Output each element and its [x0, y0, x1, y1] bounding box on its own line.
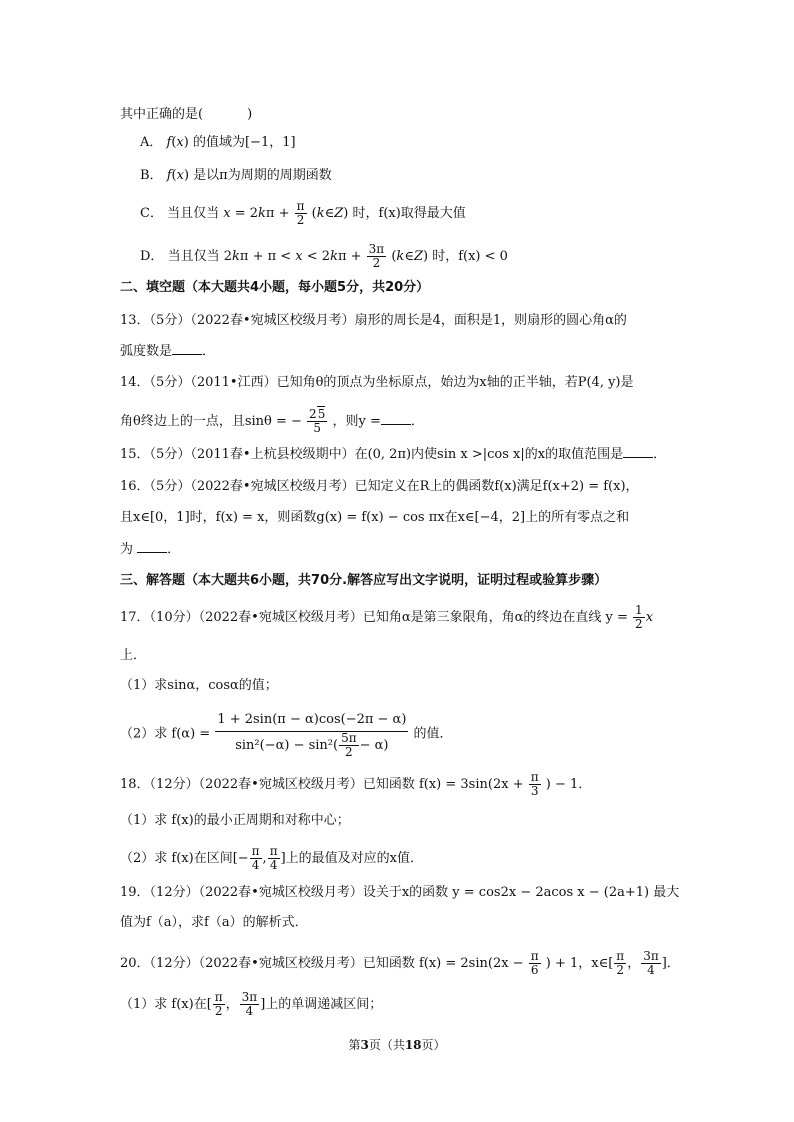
- fraction: $\frac{3\pi}{4}$: [241, 990, 258, 1018]
- answer-blank: [137, 540, 167, 553]
- fraction: $\frac{3\pi}{2}$: [368, 242, 385, 270]
- page-footer: 第3页（共18页）: [348, 1038, 446, 1052]
- question-20-line1: 20．（12分）（2022春•宛城区校级月考）已知函数 f(x) = 2sin(2x − $\frac{\pi}{6}$ ) + 1，x∈[ $\frac{\pi}{2}$ ， $\frac{3\pi}{4}$ ]．: [120, 949, 680, 977]
- question-13-line2: 弧度数是 ．: [120, 344, 216, 359]
- fraction: $\frac{\pi}{2}$: [214, 990, 223, 1018]
- question-16-line2: 且x∈[0，1]时，f(x) = x，则函数g(x) = f(x) − cos πx在x∈[−4，2]上的所有零点之和: [120, 510, 630, 525]
- option-a: A． f(x) 的值域为[−1，1]: [140, 135, 296, 150]
- answer-blank: [623, 445, 653, 458]
- fraction: $\frac{\pi}{6}$: [530, 949, 539, 977]
- question-13-line1: 13．（5分）（2022春•宛城区校级月考）扇形的周长是4，面积是1，则扇形的圆心角α的: [120, 313, 627, 328]
- question-14-line2: 角θ终边上的一点，且sinθ = − $\frac{25}{5}$ ，则y = ．: [120, 407, 424, 435]
- fraction: $\frac{\pi}{2}$: [296, 199, 305, 227]
- fraction: $\frac{25}{5}$: [309, 407, 326, 435]
- question-19-line1: 19．（12分）（2022春•宛城区校级月考）设关于x的函数 y = cos2x − 2acos x − (2a+1) 最大: [120, 885, 680, 900]
- question-15-line1: 15．（5分）（2011春•上杭县校级期中）在(0, 2π)内使sin x >|cos x|的x的取值范围是 ．: [120, 447, 667, 462]
- section-title-solutions: 三、解答题（本大题共6小题，共70分.解答应写出文字说明，证明过程或验算步骤）: [120, 573, 608, 588]
- question-16-line3: 为 ．: [120, 542, 181, 557]
- fraction: $\frac{\pi}{2}$: [616, 949, 625, 977]
- fraction: $\frac{3\pi}{4}$: [643, 949, 659, 977]
- fraction: $\frac{1}{2}$: [635, 603, 643, 631]
- answer-blank: [172, 342, 202, 355]
- answer-blank: [381, 412, 411, 425]
- question-20-part1: （1）求 f(x)在[ $\frac{\pi}{2}$ ， $\frac{3\pi}{4}$ ]上的单调递减区间；: [120, 990, 383, 1018]
- question-17-line1: 17．（10分）（2022春•宛城区校级月考）已知角α是第三象限角，角α的终边在直线 y = $\frac{1}{2}$ x: [120, 603, 654, 631]
- fraction: $\frac{\pi}{4}$: [269, 844, 278, 872]
- question-18-part2: （2）求 f(x)在区间[− $\frac{\pi}{4}$ , $\frac{\pi}{4}$ ]上的最值及对应的x值．: [120, 844, 423, 872]
- option-c: C． 当且仅当 x = 2kπ + $\frac{\pi}{2}$ (k∈Z) 时，f(x)取得最大值: [140, 199, 466, 227]
- page-number: 3: [360, 1038, 369, 1052]
- total-pages: 18: [404, 1038, 422, 1052]
- option-b: B． f(x) 是以π为周期的周期函数: [140, 168, 332, 183]
- question-16-line1: 16．（5分）（2022春•宛城区校级月考）已知定义在R上的偶函数f(x)满足f(x+2) = f(x)，: [120, 479, 639, 494]
- question-18-line1: 18．（12分）（2022春•宛城区校级月考）已知函数 f(x) = 3sin(2x + $\frac{\pi}{3}$ ) − 1．: [120, 770, 592, 798]
- fraction: $\frac{\pi}{4}$: [251, 844, 260, 872]
- question-17-line2: 上．: [120, 648, 147, 663]
- question-17-part1: （1）求sinα，cosα的值；: [120, 678, 278, 693]
- fraction: $\frac{\pi}{3}$: [530, 770, 539, 798]
- question-intro: 其中正确的是( ): [120, 107, 253, 122]
- question-17-part2: （2）求 f(α) = 1 + 2sin(π − α)cos(−2π − α) sin²(−α) − sin²( $\frac{5\pi}{2}$ − α) 的值．: [120, 709, 453, 759]
- fraction: 1 + 2sin(π − α)cos(−2π − α) sin²(−α) − sin²( $\frac{5\pi}{2}$ − α): [215, 709, 408, 759]
- fraction: $\frac{5\pi}{2}$: [341, 731, 357, 759]
- section-title-fill-in: 二、填空题（本大题共4小题，每小题5分，共20分）: [120, 280, 430, 295]
- question-19-line2: 值为f（a），求f（a）的解析式．: [120, 915, 308, 930]
- question-18-part1: （1）求 f(x)的最小正周期和对称中心；: [120, 813, 350, 828]
- option-d: D． 当且仅当 2kπ + π < x < 2kπ + $\frac{3\pi}{2}$ (k∈Z) 时，f(x) < 0: [140, 242, 508, 270]
- question-14-line1: 14．（5分）（2011•江西）已知角θ的顶点为坐标原点，始边为x轴的正半轴，若P(4, y)是: [120, 375, 634, 390]
